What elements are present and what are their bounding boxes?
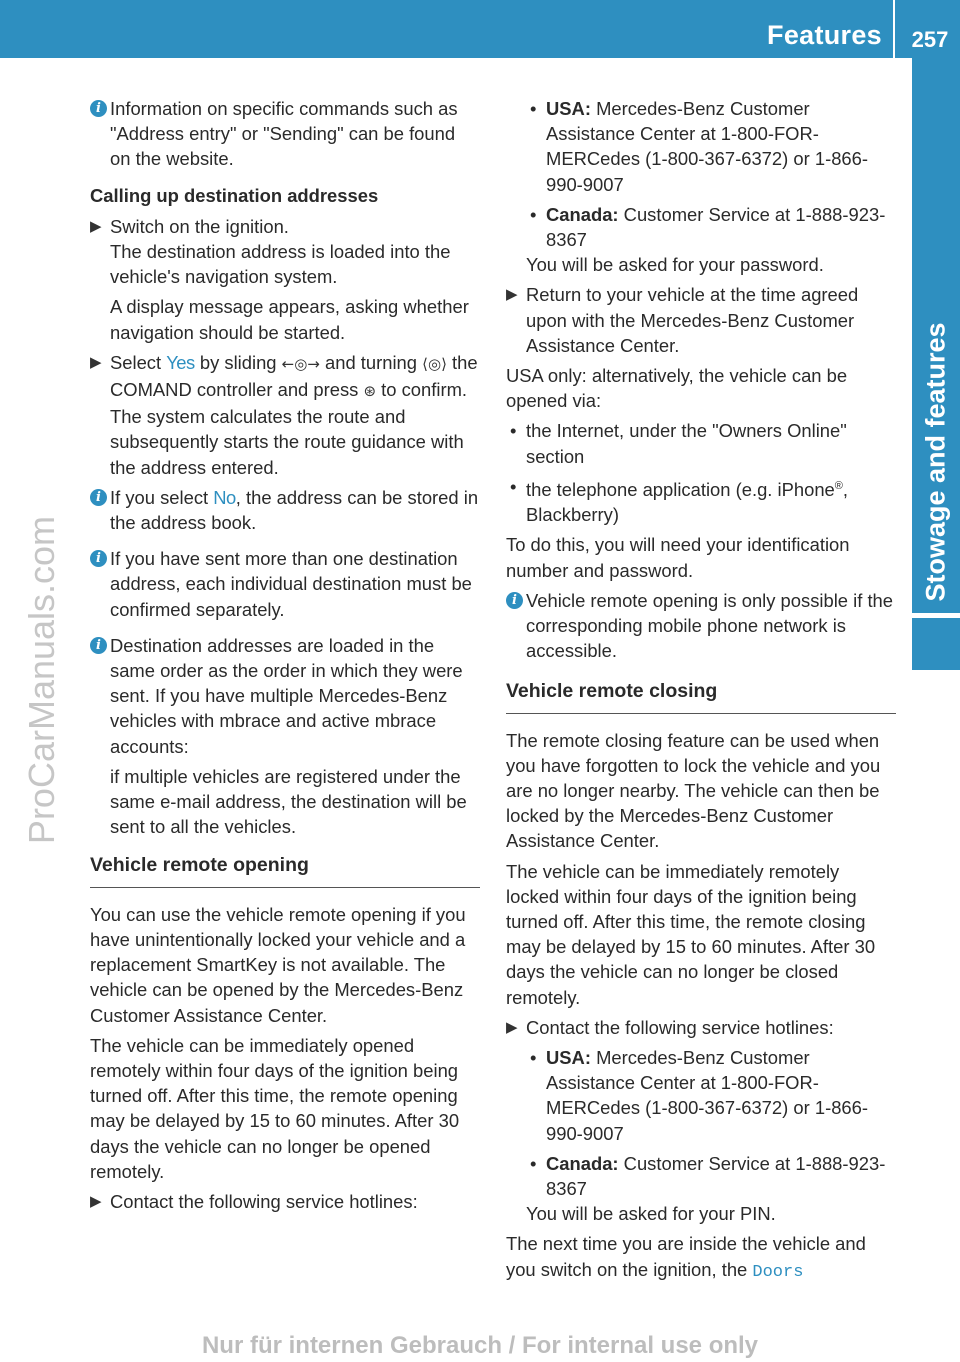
info-icon: i (90, 489, 107, 506)
info-note: i If you select No, the address can be stored in the address book. (90, 485, 480, 535)
display-text-no: No (213, 486, 236, 508)
section-heading: Vehicle remote opening (90, 853, 480, 887)
paragraph: USA only: alternatively, the vehicle can be opened via: (506, 365, 848, 412)
paragraph: You will be asked for your password. (526, 254, 824, 276)
watermark-footer: Nur für internen Gebrauch / For internal use only (201, 1332, 759, 1359)
triangle-right-icon: ▶ (506, 286, 518, 304)
right-column (506, 96, 896, 1290)
paragraph: You can use the vehicle remote opening if you have unintentionally locked your vehicle and a replacement SmartKey is not available. The vehicle can be opened by the Mercedes-Benz Customer Assistance Center. (90, 903, 466, 1026)
display-text-yes: Yes (166, 351, 195, 373)
triangle-right-icon: ▶ (90, 1192, 102, 1210)
side-tab-block (912, 618, 960, 670)
instruction-step: ▶ Contact the following service hotlines: (90, 1189, 480, 1214)
info-icon: i (90, 100, 107, 117)
list-item: • Canada: Customer Service at 1-888-923-8367 (530, 1152, 886, 1200)
slide-left-right-icon: ←◎→ (281, 354, 320, 373)
paragraph: To do this, you will need your identification number and password. (506, 534, 850, 581)
paragraph: The vehicle can be immediately remotely locked within four days of the ignition being turned off. After this time, the remote closing may be delayed by 15 to 60 minutes. After 30 days the vehicle can no longer be closed remotely. (506, 860, 876, 1008)
list-item: • USA: Mercedes-Benz Customer Assistance Center at 1-800-FOR-MERCedes (1-800-367-6372) or 1-866-990-9007 (530, 98, 868, 195)
side-tab-label: Stowage and features (920, 322, 951, 602)
triangle-right-icon: ▶ (506, 1018, 518, 1036)
triangle-right-icon: ▶ (90, 353, 102, 371)
info-icon: i (90, 637, 107, 654)
header-section-title: Features (767, 20, 882, 50)
section-heading: Vehicle remote closing (506, 679, 896, 713)
instruction-step: ▶ Return to your vehicle at the time agreed upon with the Mercedes-Benz Customer Assistance Center. (506, 284, 859, 356)
info-note: i If you have sent more than one destination address, each individual destination must be confirmed separately. (90, 546, 480, 622)
list-item: • the telephone application (e.g. iPhone®, Blackberry) (510, 475, 849, 526)
paragraph: You will be asked for your PIN. (526, 1203, 776, 1225)
paragraph: The next time you are inside the vehicle and you switch on the ignition, the Doors (506, 1233, 866, 1282)
list-item: • Canada: Customer Service at 1-888-923-8367 (530, 203, 886, 251)
instruction-step: ▶ Select Yes by sliding ←◎→ and turning ⟨◎⟩ the COMAND controller and press ⊛ to confirm. The system calculates the route and subsequently starts the route guidance with the address entered. (90, 351, 478, 478)
turn-controller-icon: ⟨◎⟩ (422, 354, 447, 373)
press-controller-icon: ⊛ (363, 382, 377, 401)
triangle-right-icon: ▶ (90, 217, 102, 235)
info-note: i Information on specific commands such as "Address entry" or "Sending" can be found on the website. (90, 96, 480, 172)
list-item: • the Internet, under the "Owners Online" section (510, 420, 847, 467)
paragraph: The remote closing feature can be used when you have forgotten to lock the vehicle and you are no longer nearby. The vehicle can then be locked by the Mercedes-Benz Customer Assistance Center. (506, 729, 881, 852)
subheading: Calling up destination addresses (90, 184, 379, 206)
left-column (90, 96, 480, 1219)
info-icon: i (90, 550, 107, 567)
display-text-doors: Doors (752, 1262, 804, 1282)
list-item: • USA: Mercedes-Benz Customer Assistance Center at 1-800-FOR-MERCedes (1-800-367-6372) or 1-866-990-9007 (530, 1047, 868, 1144)
info-note: i Destination addresses are loaded in the same order as the order in which they were sent. If you have multiple Mercedes-Benz vehicles with mbrace and active mbrace accounts: if multiple vehicles are registered under the same e-mail address, the destination will be sent to all the vehicles. (90, 633, 480, 840)
instruction-step: ▶ Contact the following service hotlines: (506, 1015, 896, 1040)
watermark-left: ProCarManuals.com (21, 515, 62, 845)
page-number: 257 (911, 27, 949, 52)
info-note: i Vehicle remote opening is only possible if the corresponding mobile phone network is accessible. (506, 588, 896, 664)
header-divider (893, 0, 895, 58)
instruction-step: ▶ Switch on the ignition. The destination address is loaded into the vehicle's navigation system. A display message appears, asking whether navigation should be started. (90, 215, 469, 343)
paragraph: The vehicle can be immediately opened remotely within four days of the ignition being turned off. After this time, the remote opening may be delayed by 15 to 60 minutes. After 30 days the vehicle can no longer be opened remotely. (90, 1034, 460, 1182)
info-icon: i (506, 592, 523, 609)
